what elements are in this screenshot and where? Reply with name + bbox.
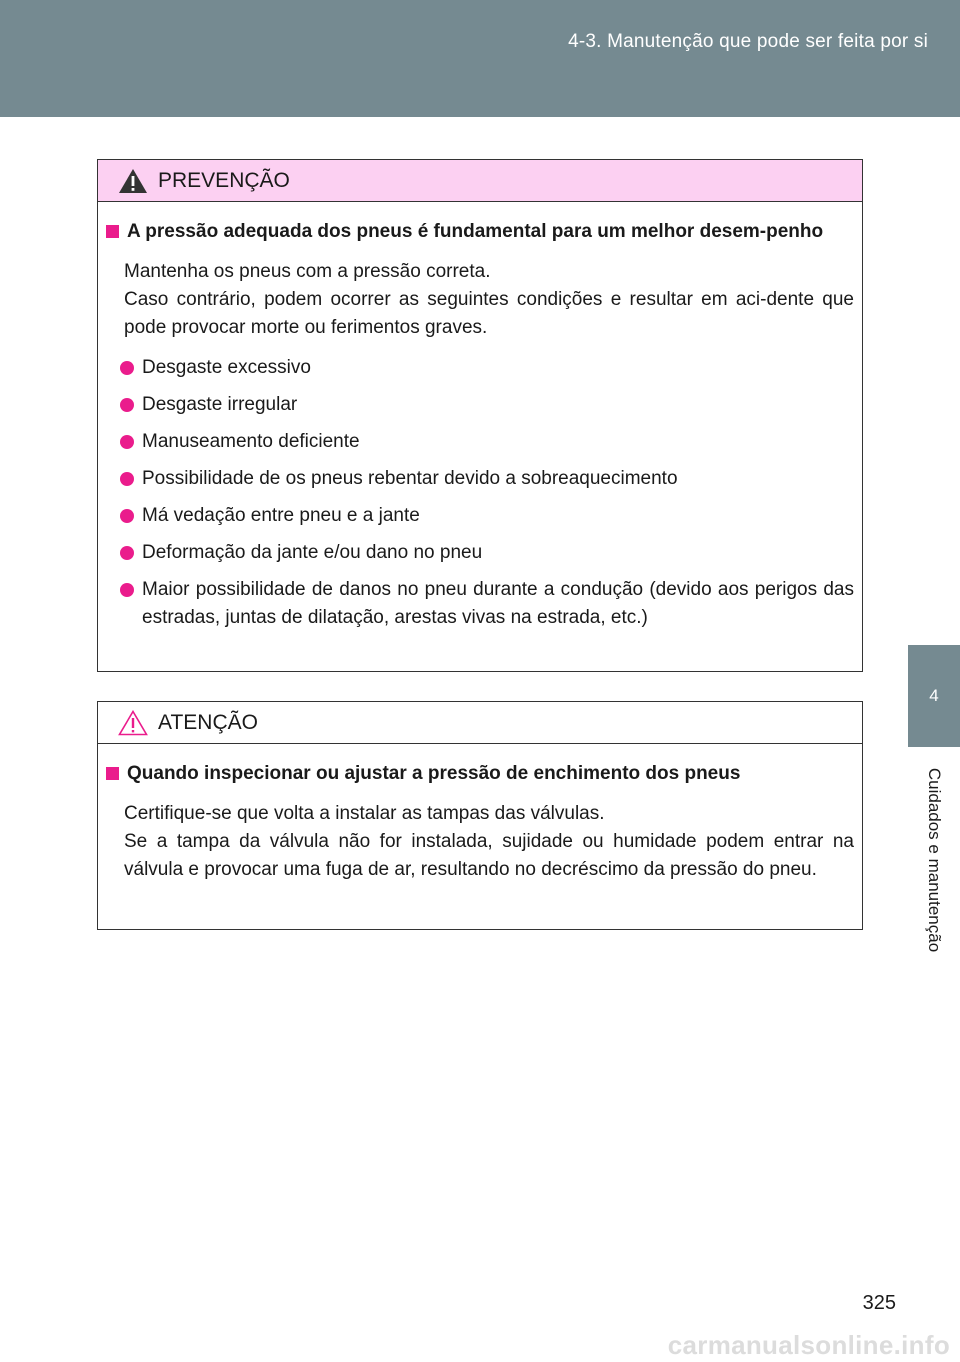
- notice-body: [98, 744, 862, 884]
- warning-triangle-filled-icon: [118, 168, 148, 194]
- list-item: Desgaste excessivo: [120, 354, 854, 382]
- round-bullet-icon: [120, 546, 134, 560]
- round-bullet-icon: [120, 472, 134, 486]
- watermark: carmanualsonline.info: [667, 1330, 950, 1360]
- list-item: Deformação da jante e/ou dano no pneu: [120, 539, 854, 567]
- round-bullet-icon: [120, 583, 134, 597]
- caution-bullet-list: [120, 354, 854, 632]
- warning-triangle-outline-icon: [118, 710, 148, 736]
- section-title: 4-3. Manutenção que pode ser feita por si: [568, 31, 928, 52]
- list-item: Desgaste irregular: [120, 391, 854, 419]
- caution-paragraph: [124, 258, 854, 342]
- chapter-tab: [908, 645, 960, 747]
- square-bullet-icon: [106, 767, 119, 780]
- caution-header: [98, 160, 862, 202]
- caution-topic: [106, 218, 854, 246]
- list-item: Má vedação entre pneu e a jante: [120, 502, 854, 530]
- caution-topic-text: A pressão adequada dos pneus é fundamental para um melhor desem-penho: [127, 221, 824, 242]
- round-bullet-icon: [120, 435, 134, 449]
- notice-topic: [106, 760, 854, 788]
- notice-box: [97, 701, 863, 930]
- list-item: Possibilidade de os pneus rebentar devido a sobreaquecimento: [120, 465, 854, 493]
- page-number: 325: [862, 1292, 896, 1314]
- header-band: [0, 0, 960, 117]
- notice-topic-text: Quando inspecionar ou ajustar a pressão de enchimento dos pneus: [127, 763, 741, 784]
- notice-title: ATENÇÃO: [158, 710, 258, 734]
- chapter-title: Cuidados e manutenção: [925, 767, 944, 953]
- caution-box: [97, 159, 863, 672]
- notice-paragraph-1: Certifique-se que volta a instalar as tampas das válvulas.: [124, 803, 605, 824]
- notice-paragraph-2: Se a tampa da válvula não for instalada, sujidade ou humidade podem entrar na válvula e provocar uma fuga de ar, resultando no decréscimo da pressão do pneu.: [124, 831, 854, 880]
- round-bullet-icon: [120, 398, 134, 412]
- caution-paragraph-1: Mantenha os pneus com a pressão correta.: [124, 261, 491, 282]
- round-bullet-icon: [120, 361, 134, 375]
- caution-body: [98, 202, 862, 632]
- chapter-number: 4: [929, 686, 939, 705]
- square-bullet-icon: [106, 225, 119, 238]
- notice-header: [98, 702, 862, 744]
- caution-title: PREVENÇÃO: [158, 168, 290, 192]
- list-item: Manuseamento deficiente: [120, 428, 854, 456]
- caution-paragraph-2: Caso contrário, podem ocorrer as seguintes condições e resultar em aci-dente que pode provocar morte ou ferimentos graves.: [124, 289, 854, 338]
- list-item: Maior possibilidade de danos no pneu durante a condução (devido aos perigos das estradas, juntas de dilatação, arestas vivas na estrada, etc.): [120, 576, 854, 632]
- round-bullet-icon: [120, 509, 134, 523]
- notice-paragraph: [124, 800, 854, 884]
